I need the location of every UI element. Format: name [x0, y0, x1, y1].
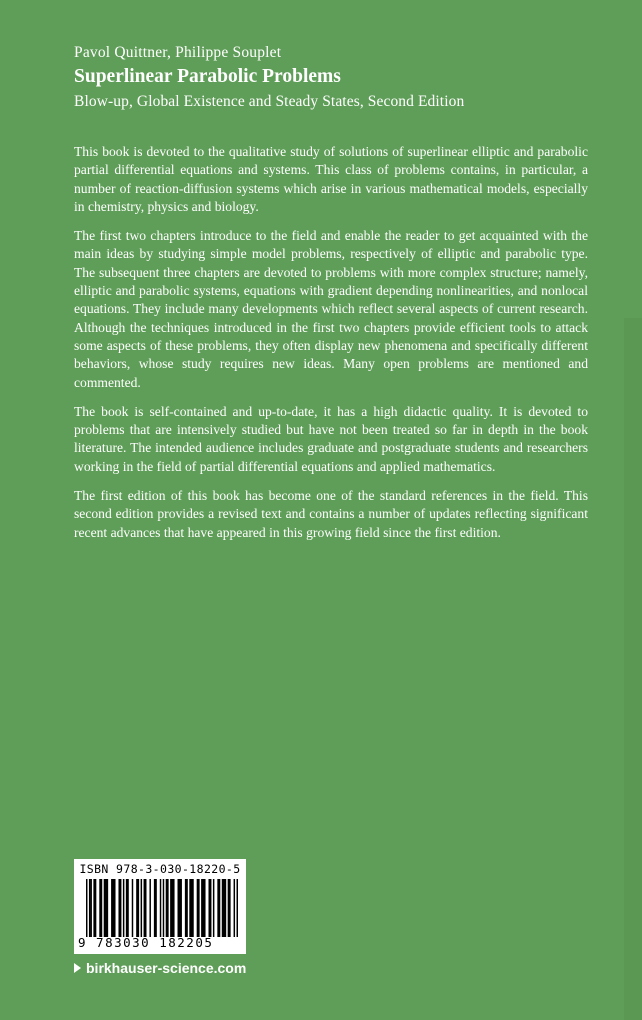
barcode-bar	[149, 879, 150, 937]
description-paragraph: This book is devoted to the qualitative study of solutions of superlinear elliptic and parabolic partial differential equations and systems. This class of problems contains, in particular, a number of reaction-diffusion systems which arise in various mathematical models, especially in chemistry, physics and biology.	[74, 144, 588, 214]
barcode-bar	[213, 879, 214, 937]
barcode-bar	[178, 879, 182, 937]
barcode-bar	[163, 879, 164, 937]
barcode-bar	[197, 879, 200, 937]
barcode-bar	[99, 879, 102, 937]
barcode-bar	[123, 879, 124, 937]
barcode-bar	[185, 879, 188, 937]
barcode-bar	[104, 879, 108, 937]
barcode-bar	[222, 879, 226, 937]
barcode-bar	[237, 879, 238, 937]
isbn-label: ISBN 978-3-030-18220-5	[79, 862, 241, 876]
barcode-bar	[217, 879, 220, 937]
barcode-bar	[189, 879, 193, 937]
barcode-bar	[126, 879, 129, 937]
barcode-bar	[141, 879, 142, 937]
book-subtitle: Blow-up, Global Existence and Steady States, Second Edition	[74, 93, 465, 110]
barcode-bar	[136, 879, 139, 937]
barcode-bar	[89, 879, 90, 937]
barcode-bar	[144, 879, 147, 937]
barcode-bar	[118, 879, 121, 937]
barcode-bar	[93, 879, 96, 937]
barcode-bar	[160, 879, 161, 937]
barcode-bars	[84, 879, 240, 937]
barcode-bar	[166, 879, 169, 937]
arrow-right-icon	[74, 963, 81, 973]
barcode-bar	[111, 879, 115, 937]
barcode-bar	[234, 879, 235, 937]
authors: Pavol Quittner, Philippe Souplet	[74, 44, 282, 61]
isbn-barcode	[74, 859, 246, 954]
description-paragraph: The first edition of this book has become one of the standard references in the field. This second edition provides a revised text and contains a number of updates reflecting significant recent advances that have appeared in this growing field since the first edition.	[74, 488, 588, 540]
barcode-bar	[154, 879, 157, 937]
publisher-url: birkhauser-science.com	[86, 960, 247, 976]
barcode-bar	[170, 879, 174, 937]
barcode-bar	[90, 879, 91, 937]
barcode-bar	[86, 879, 87, 937]
barcode-bar	[228, 879, 231, 937]
description	[74, 143, 588, 553]
publisher-link[interactable]	[74, 960, 246, 976]
barcode-bar	[208, 879, 211, 937]
barcode-bar	[132, 879, 133, 937]
barcode-digits: 9 783030 182205	[78, 935, 214, 950]
barcode-bar	[201, 879, 205, 937]
spine-edge	[624, 318, 642, 1020]
description-paragraph: The first two chapters introduce to the field and enable the reader to get acquainted with the main ideas by studying simple model problems, respectively of elliptic and parabolic type. The subsequent three chapters are devoted to problems with more complex structure; namely, elliptic and parabolic systems, equations with gradient depending nonlinearities, and nonlocal equations. They include many developments which reflect several aspects of current research. Although the techniques introduced in the first two chapters provide efficient tools to attack some aspects of these problems, they often display new phenomena and specifically different behaviors, whose study requires new ideas. Many open problems are mentioned and commented.	[74, 228, 588, 390]
book-title: Superlinear Parabolic Problems	[74, 66, 341, 87]
description-paragraph: The book is self-contained and up-to-date, it has a high didactic quality. It is devoted to problems that are intensively studied but have not been treated so far in depth in the book literature. The intended audience includes graduate and postgraduate students and researchers working in the field of partial differential equations and applied mathematics.	[74, 403, 588, 474]
